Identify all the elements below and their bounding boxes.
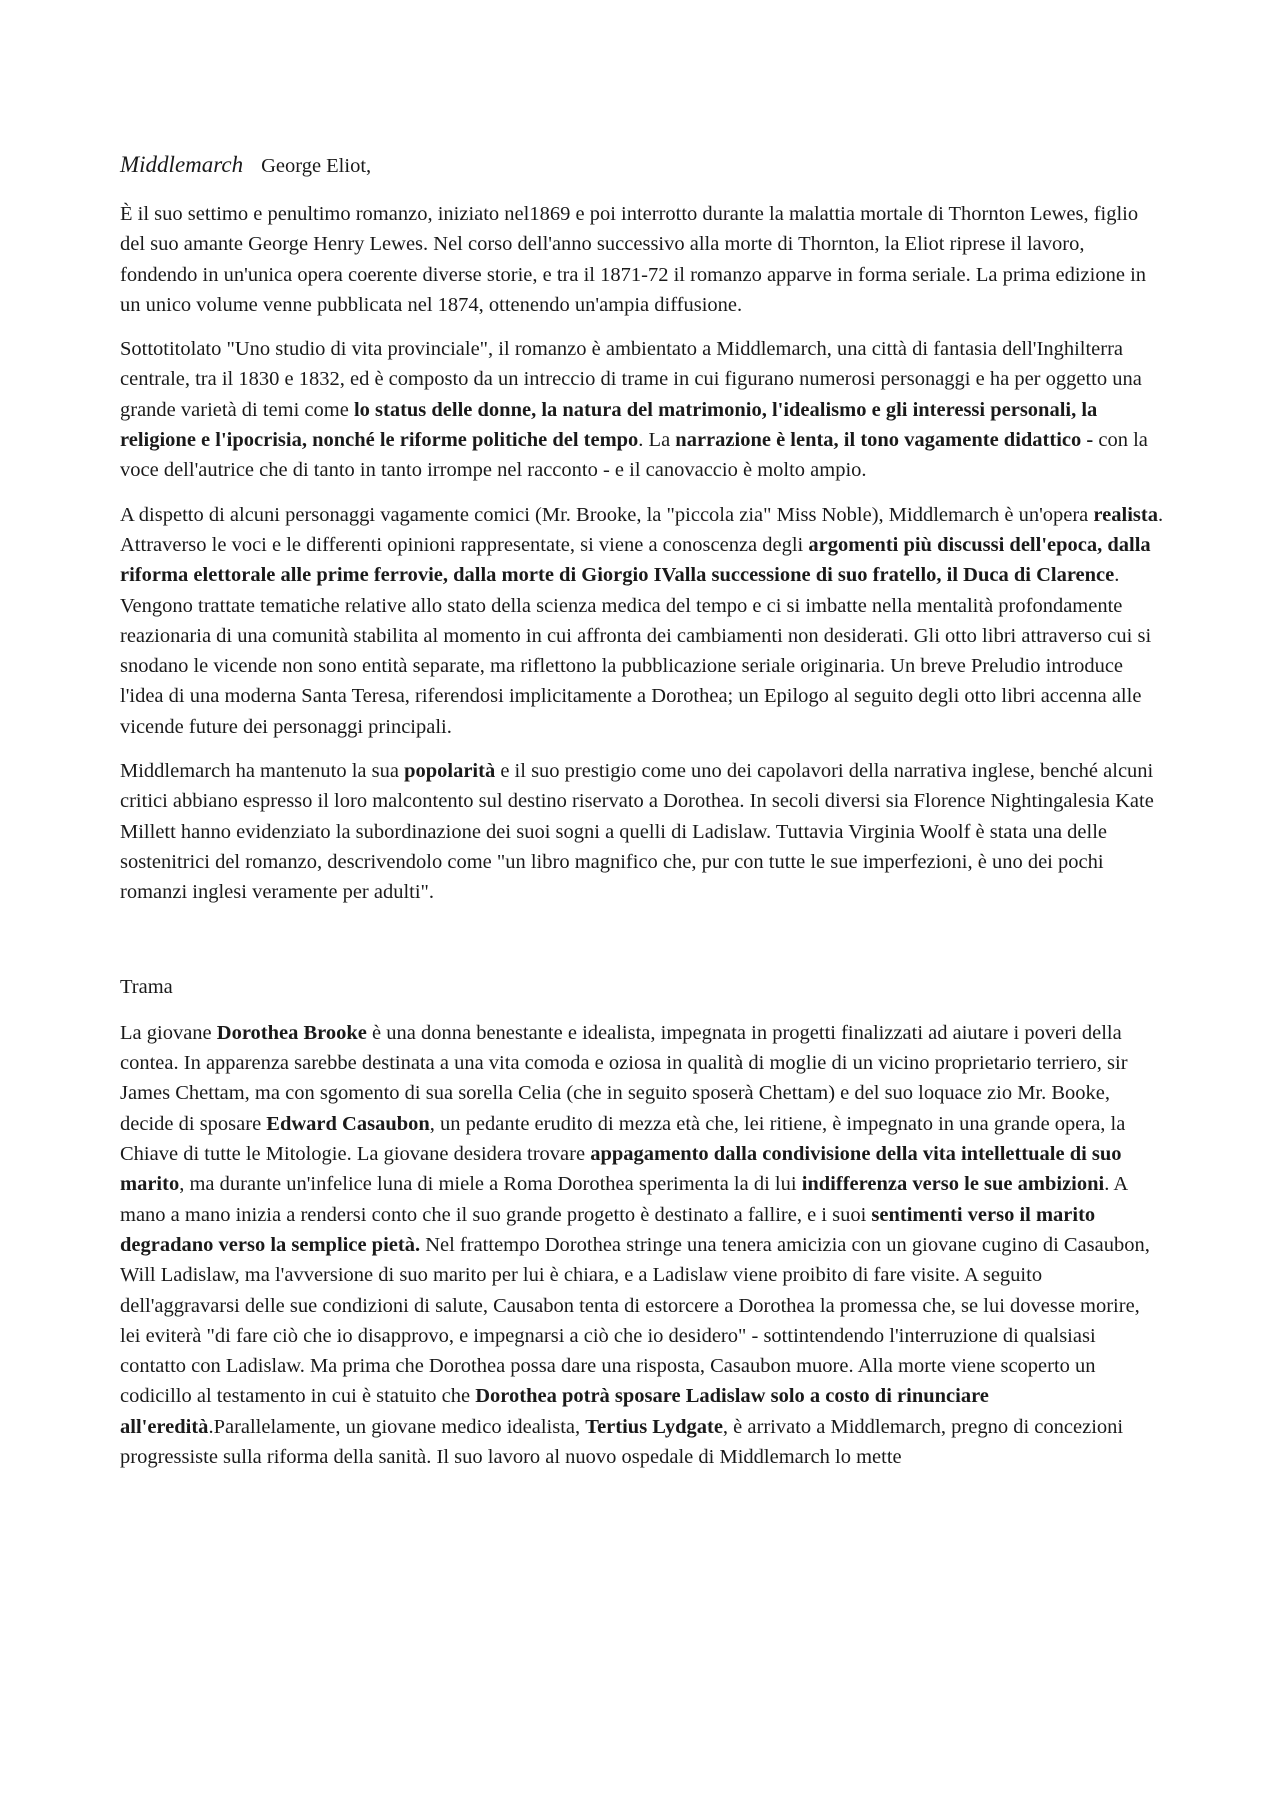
text-run: .Parallelamente, un giovane medico idealista, — [208, 1415, 586, 1438]
text-run: , ma durante un'infelice luna di miele a Roma Dorothea sperimenta la di lui — [179, 1173, 802, 1196]
bold-run: sentimenti verso il marito degradano verso la semplice pietà. — [120, 1203, 1096, 1256]
author-name: George Eliot, — [261, 155, 372, 177]
text-run: , un pedante erudito di mezza età che, lei ritiene, è impegnato in una grande opera, la Chiave di tutte le Mitologie. La giovane desidera trovare — [120, 1112, 1126, 1166]
book-title: Middlemarch — [120, 152, 244, 177]
text-run: . La — [638, 429, 676, 452]
bold-run: indifferenza verso le sue ambizioni — [801, 1173, 1105, 1196]
paragraph-popularity — [120, 756, 1165, 907]
text-run: è una donna benestante e idealista, impegnata in progetti finalizzati ad aiutare i poveri della contea. In apparenza sarebbe destinata a una vita comoda e oziosa in qualità di moglie di un vicino proprietario terriero, sir James Chettam, ma con sgomento di sua sorella Celia (che in seguito sposerà Chettam) e del suo loquace zio Mr. Booke, decide di sposare — [120, 1021, 1128, 1135]
text-run: con la voce dell'autrice che di tanto in tanto irrompe nel racconto - e il canovaccio è molto ampio. — [120, 429, 1148, 482]
bold-run: narrazione è lenta, il tono vagamente didattico - — [675, 429, 1094, 452]
text-run: , è arrivato a Middlemarch, pregno di concezioni progressiste sulla riforma della sanità. Il suo lavoro al nuovo ospedale di Middlemarch lo mette — [120, 1415, 1124, 1468]
text-run: La giovane — [120, 1021, 217, 1044]
bold-run: Dorothea potrà sposare Ladislaw solo a costo di rinunciare all'eredità — [120, 1385, 989, 1438]
text-run: . Attraverso le voci e le differenti opinioni rappresentate, si viene a conoscenza degli — [120, 503, 1164, 556]
text-run: e il suo prestigio come uno dei capolavori della narrativa inglese, benché alcuni critici abbiano espresso il loro malcontento sul destino riservato a Dorothea. In secoli diversi sia Florence Nightingalesia Kate Millett hanno evidenziato la subordinazione dei suoi sogni a quelli di Ladislaw. Tuttavia Virginia Woolf è stata una delle sostenitrici del romanzo, descrivendolo come "un libro magnifico che, pur con tutte le sue imperfezioni, è uno dei pochi romanzi inglesi veramente per adulti". — [120, 760, 1154, 904]
text-run: . Vengono trattate tematiche relative allo stato della scienza medica del tempo e ci si imbatte nella mentalità profondamente reazionaria di una comunità stabilita al momento in cui affronta dei cambiamenti non desiderati. Gli otto libri attraverso cui si snodano le vicende non sono entità separate, ma riflettono la pubblicazione seriale originaria. Un breve Preludio introduce l'idea di una moderna Santa Teresa, riferendosi implicitamente a Dorothea; un Epilogo al seguito degli otto libri accenna alle vicende future dei personaggi principali. — [120, 564, 1152, 738]
text-run: Nel frattempo Dorothea stringe una tenera amicizia con un giovane cugino di Casaubon, Will Ladislaw, ma l'avversione di suo marito per lui è chiara, e a Ladislaw viene proibito di fare visite. A seguito dell'aggravarsi delle sue condizioni di salute, Causabon tenta di estorcere a Dorothea la promessa che, se lui dovesse morire, lei eviterà "di fare ciò che io disapprovo, e impegnarsi a ciò che io desidero" - sottintendendo l'interruzione di qualsiasi contatto con Ladislaw. Ma prima che Dorothea possa dare una risposta, Casaubon muore. Alla morte viene scoperto un codicillo al testamento in cui è statuito che — [120, 1233, 1150, 1408]
bold-run: popolarità — [404, 760, 496, 783]
bold-run: lo status delle donne, la natura del matrimonio, l'idealismo e gli interessi personali, la religione e l'ipocrisia, nonché le riforme politiche del tempo — [120, 398, 1098, 452]
bold-run: argomenti più discussi dell'epoca, dalla riforma elettorale alle prime ferrovie, dalla morte di Giorgio IValla successione di suo fratello, il Duca di Clarence — [120, 533, 1151, 587]
paragraph-subtitle — [120, 334, 1165, 485]
section-title-trama: Trama — [120, 975, 173, 998]
document-page — [120, 150, 1165, 1486]
text-run: Sottotitolato "Uno studio di vita provinciale", il romanzo è ambientato a Middlemarch, una città di fantasia dell'Inghilterra centrale, tra il 1830 e 1832, ed è composto da un intreccio di trame in cui figurano numerosi personaggi e ha per oggetto una grande varietà di temi come — [120, 338, 1142, 421]
text-run: . A mano a mano inizia a rendersi conto che il suo grande progetto è destinato a fallire, e i suoi — [120, 1173, 1128, 1226]
bold-run: appagamento dalla condivisione della vita intellettuale di suo marito — [120, 1143, 1122, 1196]
text-run: Middlemarch ha mantenuto la sua — [120, 760, 405, 783]
bold-run: Edward Casaubon — [266, 1112, 430, 1135]
document-title — [120, 150, 1165, 181]
text-run: A dispetto di alcuni personaggi vagamente comici (Mr. Brooke, la "piccola zia" Miss Noble), Middlemarch è un'opera — [120, 503, 1094, 526]
paragraph-plot — [120, 1018, 1165, 1472]
paragraph-realism — [120, 500, 1165, 742]
bold-run: Tertius Lydgate — [585, 1415, 723, 1438]
paragraph-intro: È il suo settimo e penultimo romanzo, iniziato nel1869 e poi interrotto durante la malattia mortale di Thornton Lewes, figlio del suo amante George Henry Lewes. Nel corso dell'anno successivo alla morte di Thornton, la Eliot riprese il lavoro, fondendo in un'unica opera coerente diverse storie, e tra il 1871-72 il romanzo apparve in forma seriale. La prima edizione in un unico volume venne pubblicata nel 1874, ottenendo un'ampia diffusione. — [120, 203, 1147, 316]
bold-run: Dorothea Brooke — [216, 1021, 367, 1044]
bold-run: realista — [1093, 503, 1158, 526]
